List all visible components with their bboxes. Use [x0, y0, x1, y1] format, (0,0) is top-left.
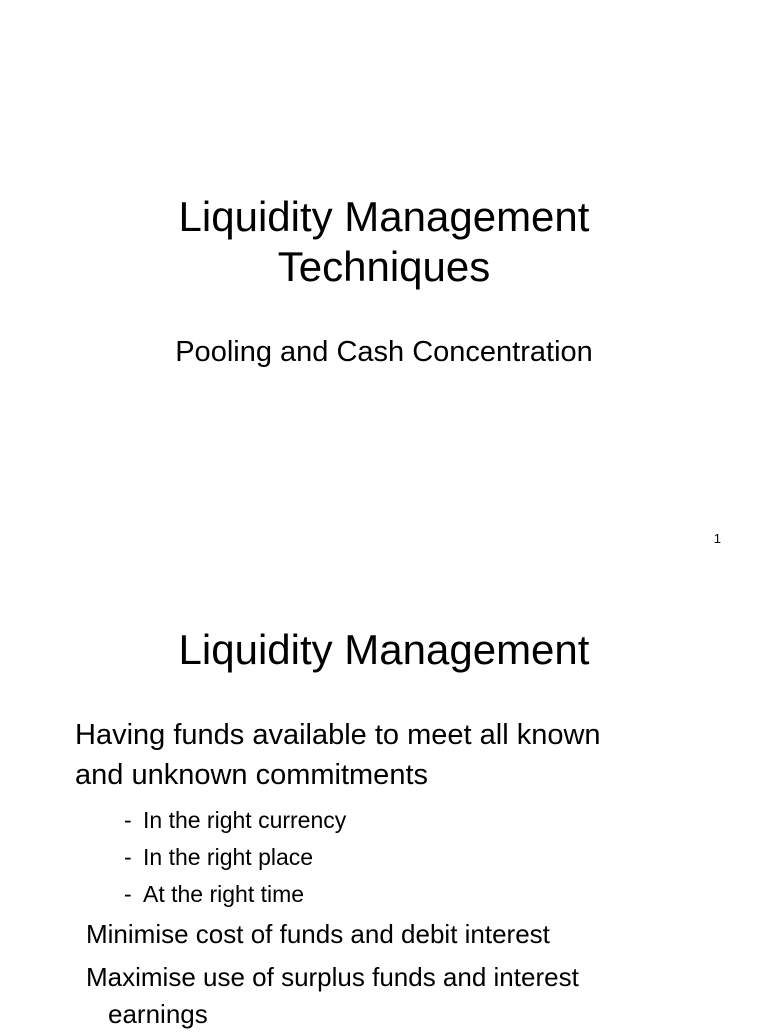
- slide-1-title: [0, 192, 768, 292]
- title-line-2: Techniques: [277, 243, 491, 290]
- list-item: [124, 802, 346, 839]
- main-bullet: [75, 715, 735, 795]
- main-bullet-line-2: and unknown commitments: [75, 759, 428, 791]
- sub-item-text: In the right place: [143, 844, 314, 870]
- slide-2: [0, 576, 768, 1029]
- list-item: [124, 839, 346, 876]
- bullet-text: Maximise use of surplus funds and interest: [86, 962, 579, 992]
- main-bullet-line-1: Having funds available to meet all known: [75, 719, 601, 751]
- bullet-minimise-cost: [86, 916, 726, 953]
- bullet-maximise-surplus: [86, 959, 726, 1033]
- slide-2-title: Liquidity Management: [178, 626, 590, 673]
- sub-item-text: At the right time: [143, 881, 305, 907]
- dash-marker: -: [124, 844, 132, 870]
- sub-item-text: In the right currency: [143, 807, 347, 833]
- dash-marker: -: [124, 807, 132, 833]
- sub-bullet-list: [124, 802, 346, 913]
- dash-marker: -: [124, 881, 132, 907]
- bullet-text-continued: earnings: [108, 999, 208, 1029]
- page-number: 1: [713, 531, 721, 546]
- title-line-1: Liquidity Management: [178, 193, 590, 240]
- list-item: [124, 876, 346, 913]
- bullet-text: Minimise cost of funds and debit interest: [86, 919, 550, 949]
- slide-1-subtitle: Pooling and Cash Concentration: [175, 336, 593, 368]
